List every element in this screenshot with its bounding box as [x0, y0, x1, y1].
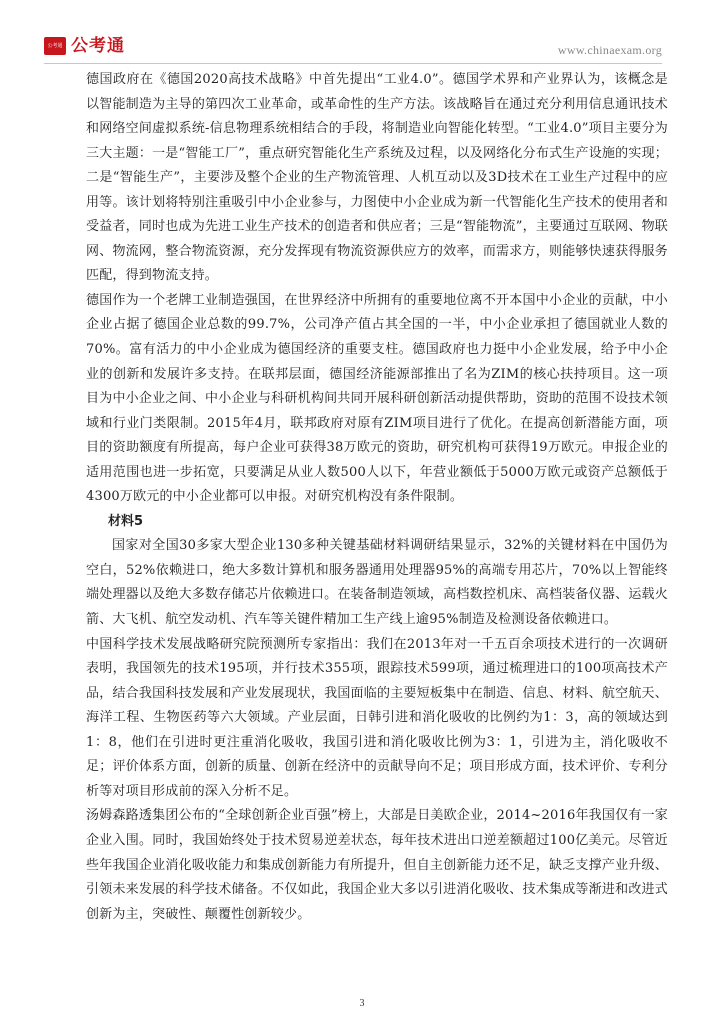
logo-badge: 公考通 [44, 37, 66, 55]
paragraph-sme: 德国作为一个老牌工业制造强国，在世界经济中所拥有的重要地位离不开本国中小企业的贡献，中小企业占据了德国企业总数的99.7%，公司净产值占其全国的一半，中小企业承担了德国就业人数的70%。富有活力的中小企业成为德国经济的重要支柱。德国政府也力挺中小企业发展，给予中小企业的创新和发展许多支持。在联邦层面，德国经济能源部推出了名为ZIM的核心扶持项目。这一项目为中小企业之间、中小企业与科研机构间共同开展科研创新活动提供帮助，资助的范围不设技术领域和行业门类限制。2015年4月，联邦政府对原有ZIM项目进行了优化。在提高创新潜能方面，项目的资助额度有所提高，每户企业可获得38万欧元的资助，研究机构可获得19万欧元。申报企业的适用范围也进一步拓宽，只要满足从业人数500人以下，年营业额低于5000万欧元或资产总额低于4300万欧元的中小企业都可以申报。对研究机构没有条件限制。 [86, 292, 668, 505]
section-title: 材料5 [108, 513, 144, 529]
page-header [44, 35, 662, 63]
document-body [86, 68, 668, 927]
paragraph-industry-4: 德国政府在《德国2020高技术战略》中首先提出“工业4.0”。德国学术界和产业界认为，该概念是以智能制造为主导的第四次工业革命，或革命性的生产方法。该战略旨在通过充分利用信息通讯技术和网络空间虚拟系统-信息物理系统相结合的手段，将制造业向智能化转型。“工业4.0”项目主要分为三大主题：一是“智能工厂”，重点研究智能化生产系统及过程，以及网络化分布式生产设施的实现；二是“智能生产”，主要涉及整个企业的生产物流管理、人机互动以及3D技术在工业生产过程中的应用等。该计划将特别注重吸引中小企业参与，力图使中小企业成为新一代智能化生产技术的使用者和受益者，同时也成为先进工业生产技术的创造者和供应者；三是“智能物流”，主要通过互联网、物联网、物流网，整合物流资源，充分发挥现有物流资源供应方的效率，而需求方，则能够快速获得服务匹配，得到物流支持。 [86, 72, 668, 284]
paragraph-materials: 国家对全国30多家大型企业130多种关键基础材料调研结果显示，32%的关键材料在中国仍为空白，52%依赖进口，绝大多数计算机和服务器通用处理器95%的高端专用芯片，70%以上智能终端处理器以及绝大多数存储芯片依赖进口。在装备制造领域，高档数控机床、高档装备仪器、运载火箭、大飞机、航空发动机、汽车等关键件精加工生产线上逾95%制造及检测设备依赖进口。 [86, 538, 668, 628]
site-url[interactable]: www.chinaexam.org [557, 43, 662, 57]
paragraph-innovation-ranking: 汤姆森路透集团公布的“全球创新企业百强”榜上，大部是日美欧企业，2014~2016年我国仅有一家企业入围。同时，我国始终处于技术贸易逆差状态，每年技术进出口逆差额超过100亿美元。尽管近些年我国企业消化吸收能力和集成创新能力有所提升，但自主创新能力还不足，缺乏支撑产业升级、引领未来发展的科学技术储备。不仅如此，我国企业大多以引进消化吸收、技术集成等渐进和改进式创新为主，突破性、颠覆性创新较少。 [86, 808, 668, 922]
page-number: 3 [359, 998, 365, 1009]
logo-text: 公考通 [71, 36, 125, 56]
paragraph-experts: 中国科学技术发展战略研究院预测所专家指出：我们在2013年对一千五百余项技术进行的一次调研表明，我国领先的技术195项，并行技术355项，跟踪技术599项，通过梳理进口的100项高技术产品，结合我国科技发展和产业发展现状，我国面临的主要短板集中在制造、信息、材料、航空航天、海洋工程、生物医药等六大领域。产业层面，日韩引进和消化吸收的比例约为1：3，高的领域达到1：8，他们在引进时更注重消化吸收，我国引进和消化吸收比例为3：1，引进为主，消化吸收不足；评价体系方面，创新的质量、创新在经济中的贡献导向不足；项目形成方面，技术评价、专利分析等对项目形成前的深入分析不足。 [86, 636, 668, 799]
header-divider [44, 63, 662, 64]
